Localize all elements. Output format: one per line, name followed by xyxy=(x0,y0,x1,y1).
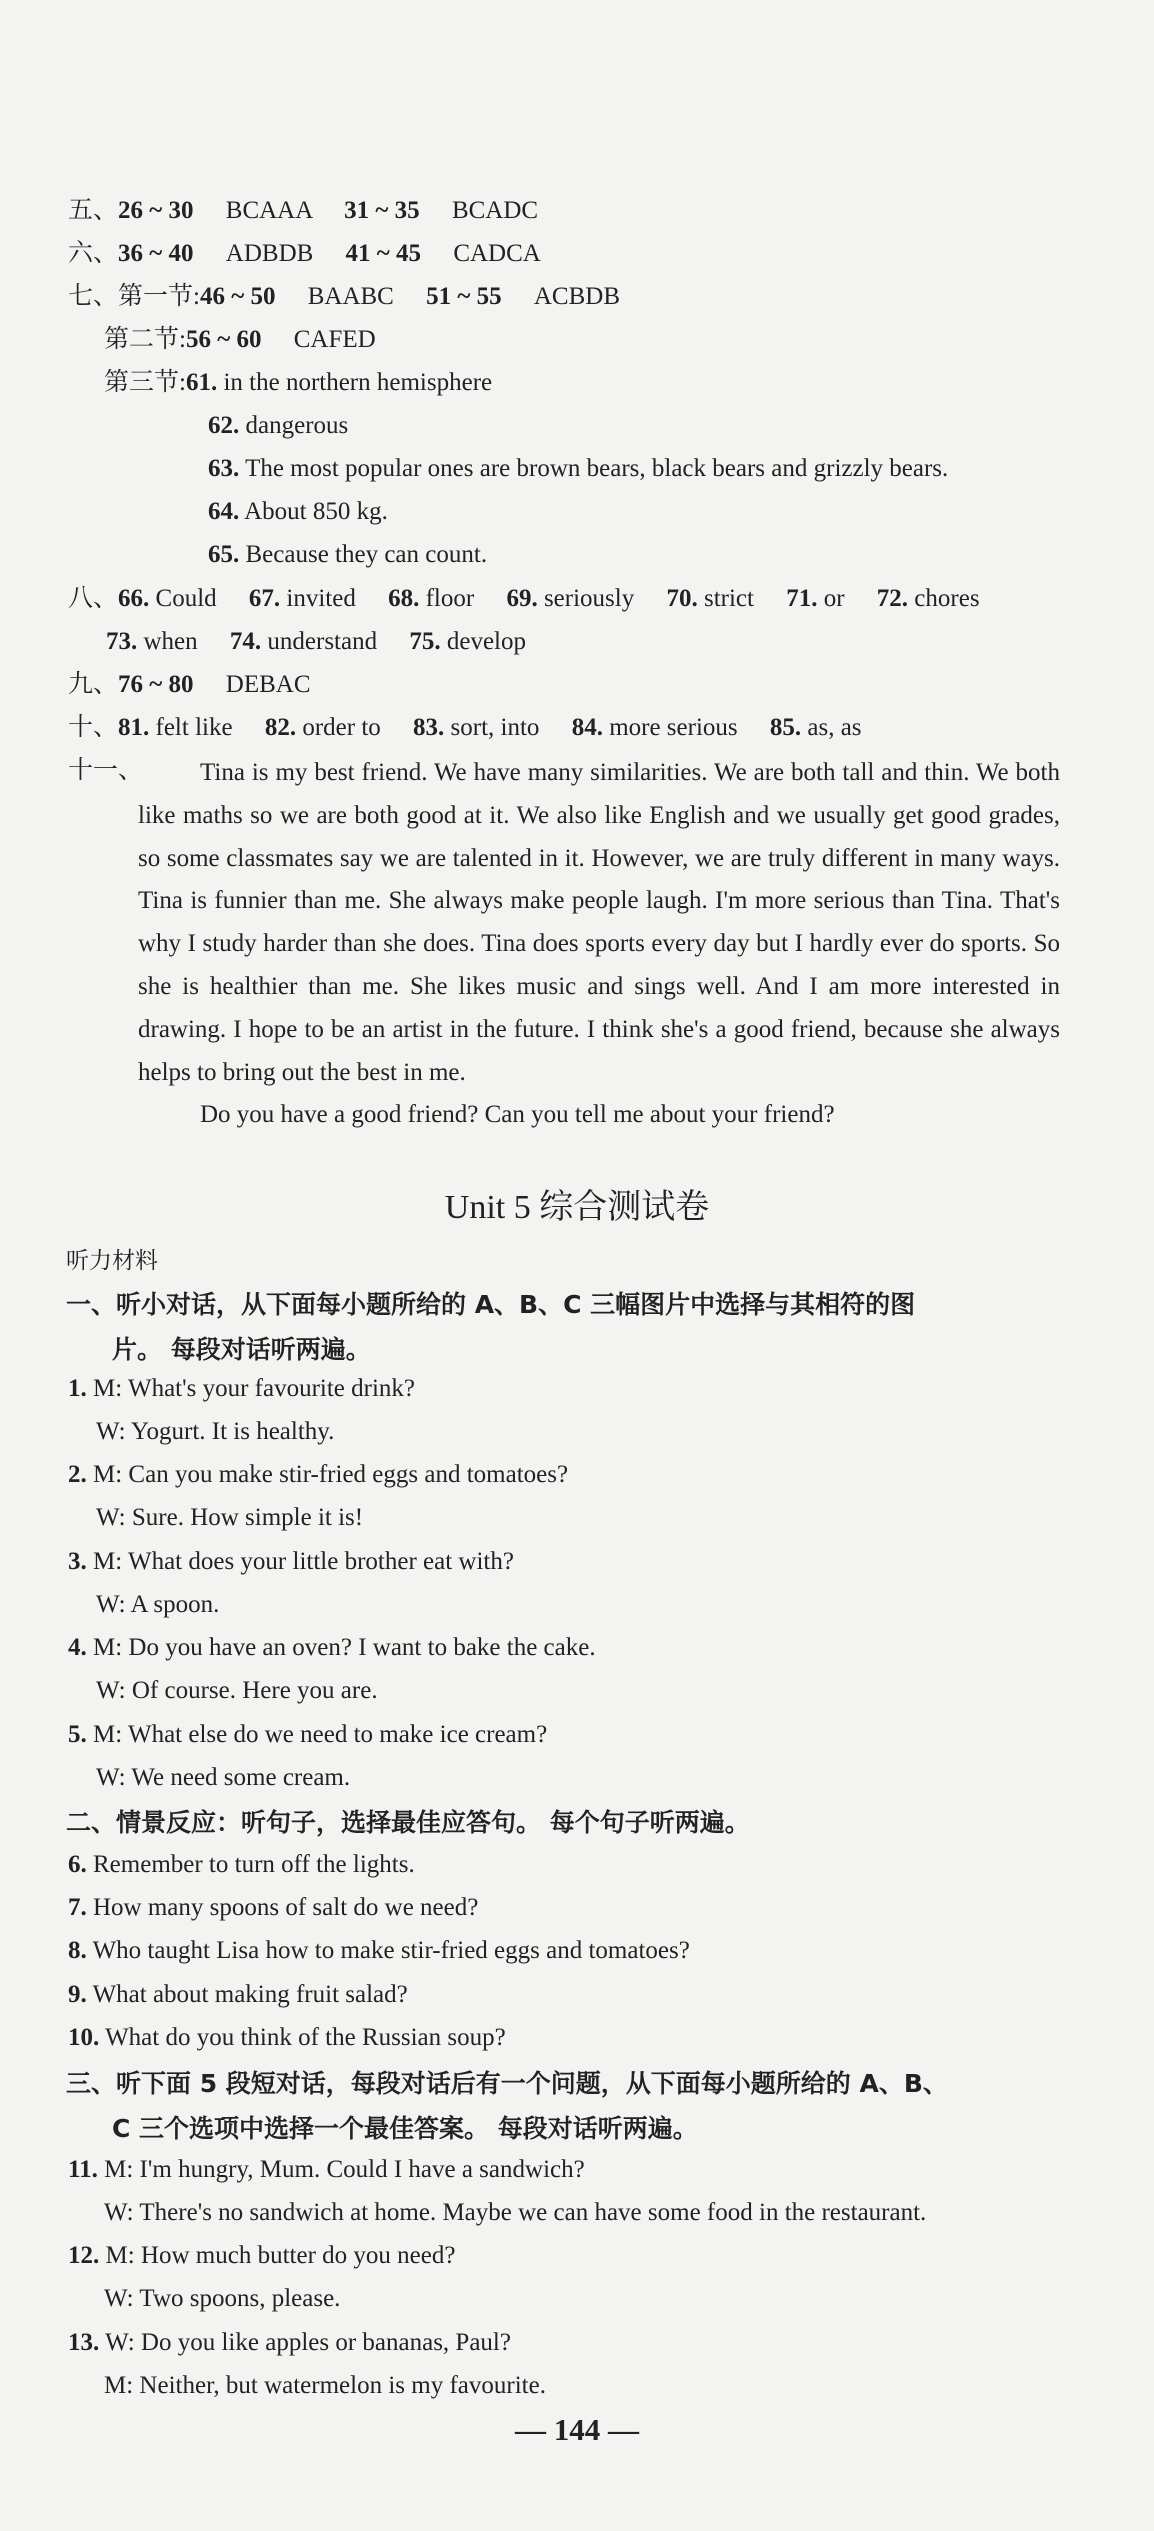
dialogue-1-w: W: Yogurt. It is healthy. xyxy=(96,1418,335,1445)
section-2-heading: 二、情景反应：听句子，选择最佳应答句。 每个句子听两遍。 xyxy=(66,1808,750,1837)
answer-line-7-part2: 第二节:56 ~ 60 CAFED xyxy=(104,326,376,353)
dialogue-5-m: 5. M: What else do we need to make ice cream? xyxy=(68,1721,548,1748)
answer-q65: 65. Because they can count. xyxy=(208,541,488,568)
answer-line-8: 八、66. Could 67. invited 68. floor 69. seriously 70. strict 71. or 72. chores xyxy=(68,585,980,612)
section-1-heading: 一、听小对话，从下面每小题所给的 A、B、C 三幅图片中选择与其相符的图 片。 每段对话听两遍。 xyxy=(66,1290,916,1364)
dialogue-2-m: 2. M: Can you make stir-fried eggs and tomatoes? xyxy=(68,1461,569,1488)
answer-line-7-part3: 第三节:61. in the northern hemisphere xyxy=(104,369,493,396)
answer-line-8b: 73. when 74. understand 75. develop xyxy=(106,628,526,655)
listening-label: 听力材料 xyxy=(66,1248,158,1274)
answer-q64: 64. About 850 kg. xyxy=(208,498,388,525)
essay xyxy=(138,752,1060,1137)
dialogue-4-w: W: Of course. Here you are. xyxy=(96,1677,378,1704)
answer-line-11-label: 十一、 xyxy=(68,757,144,784)
sentence-10: 10. What do you think of the Russian soup? xyxy=(68,2024,506,2051)
dialogue-3-m: 3. M: What does your little brother eat with? xyxy=(68,1548,514,1575)
essay-paragraph-1: Tina is my best friend. We have many similarities. We are both tall and thin. We both like maths so we are both good at it. We also like English and we usually get good grades, so some classmates say we are talented in it. However, we are truly different in many ways. Tina is funnier than me. She always make people laugh. I'm more serious than Tina. That's why I study harder than she does. Tina does sports every day but I hardly ever do sports. So she is healthier than me. She likes music and sings well. And I am more interested in drawing. I hope to be an artist in the future. I think she's a good friend, because she always helps to bring out the best in me. xyxy=(138,759,1060,1086)
dialogue-13-w: 13. W: Do you like apples or bananas, Paul? xyxy=(68,2329,511,2356)
dialogue-5-w: W: We need some cream. xyxy=(96,1764,351,1791)
sentence-6: 6. Remember to turn off the lights. xyxy=(68,1851,415,1878)
dialogue-2-w: W: Sure. How simple it is! xyxy=(96,1504,364,1531)
dialogue-11-w: W: There's no sandwich at home. Maybe we can have some food in the restaurant. xyxy=(104,2199,927,2226)
dialogue-3-w: W: A spoon. xyxy=(96,1591,220,1618)
unit-title: Unit 5 综合测试卷 xyxy=(444,1189,710,1226)
dialogue-12-m: 12. M: How much butter do you need? xyxy=(68,2242,456,2269)
answer-q63: 63. The most popular ones are brown bears, black bears and grizzly bears. xyxy=(208,455,949,482)
essay-paragraph-2: Do you have a good friend? Can you tell me about your friend? xyxy=(200,1101,835,1129)
dialogue-12-w: W: Two spoons, please. xyxy=(104,2285,341,2312)
answer-line-9: 九、76 ~ 80 DEBAC xyxy=(68,671,311,698)
sentence-9: 9. What about making fruit salad? xyxy=(68,1981,408,2008)
dialogue-13-m: M: Neither, but watermelon is my favourite. xyxy=(104,2372,546,2399)
answer-line-7: 七、第一节:46 ~ 50 BAABC 51 ~ 55 ACBDB xyxy=(68,283,621,310)
dialogue-4-m: 4. M: Do you have an oven? I want to bake the cake. xyxy=(68,1634,596,1661)
dialogue-1-m: 1. M: What's your favourite drink? xyxy=(68,1375,416,1402)
answer-line-6: 六、36 ~ 40 ADBDB 41 ~ 45 CADCA xyxy=(68,240,541,267)
dialogue-11-m: 11. M: I'm hungry, Mum. Could I have a sandwich? xyxy=(68,2156,585,2183)
answer-line-10: 十、81. felt like 82. order to 83. sort, into 84. more serious 85. as, as xyxy=(68,714,862,741)
answer-line-5: 五、26 ~ 30 BCAAA 31 ~ 35 BCADC xyxy=(68,197,539,224)
page-number: — 144 — xyxy=(515,2412,639,2447)
answer-q62: 62. dangerous xyxy=(208,412,349,439)
section-3-heading: 三、听下面 5 段短对话，每段对话后有一个问题，从下面每小题所给的 A、B、 C 三个选项中选择一个最佳答案。 每段对话听两遍。 xyxy=(66,2069,948,2143)
sentence-8: 8. Who taught Lisa how to make stir-fried eggs and tomatoes? xyxy=(68,1937,690,1964)
sentence-7: 7. How many spoons of salt do we need? xyxy=(68,1894,479,1921)
